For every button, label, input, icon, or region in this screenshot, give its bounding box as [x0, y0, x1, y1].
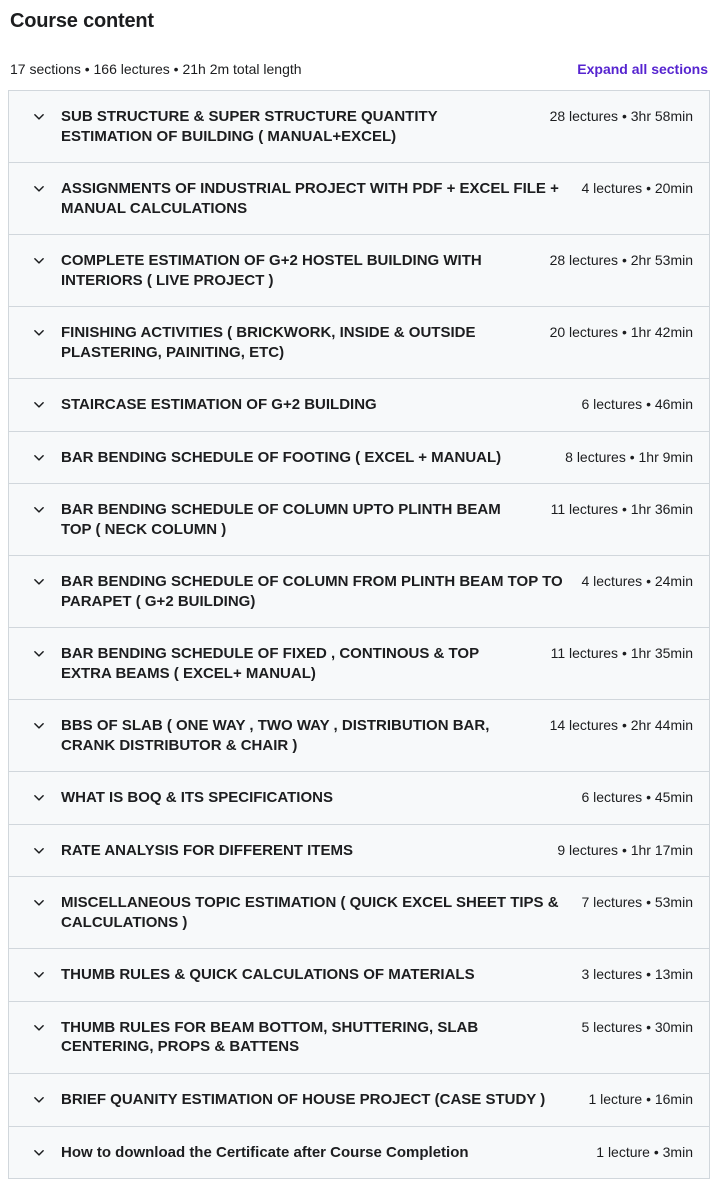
section-title: RATE ANALYSIS FOR DIFFERENT ITEMS [61, 841, 353, 859]
section-lecture-count: 4 lectures • 24min [581, 573, 693, 590]
chevron-down-icon [33, 327, 45, 339]
section-row[interactable] [9, 307, 709, 379]
section-lecture-count: 28 lectures • 3hr 58min [549, 108, 693, 124]
section-row[interactable] [9, 700, 709, 772]
page-title: Course content [10, 10, 154, 32]
section-title: SUB STRUCTURE & SUPER STRUCTURE QUANTITY ESTIMATION OF BUILDING ( MANUAL+EXCEL) [61, 108, 438, 145]
chevron-down-icon [33, 792, 45, 804]
section-lecture-count: 20 lectures • 1hr 42min [549, 324, 693, 340]
chevron-down-icon [33, 183, 45, 195]
chevron-down-icon [33, 255, 45, 267]
section-row[interactable] [9, 1127, 709, 1179]
chevron-down-icon [33, 576, 45, 588]
section-title: WHAT IS BOQ & ITS SPECIFICATIONS [61, 789, 333, 807]
section-title: BAR BENDING SCHEDULE OF FOOTING ( EXCEL + MANUAL) [61, 448, 502, 466]
chevron-down-icon [33, 897, 45, 909]
section-title: How to download the Certificate after Course Completion [61, 1143, 469, 1161]
section-row[interactable] [9, 556, 709, 628]
section-lecture-count: 7 lectures • 53min [581, 894, 693, 911]
section-row[interactable] [9, 91, 709, 163]
course-sections-accordion [8, 90, 710, 1179]
section-title: BBS OF SLAB ( ONE WAY , TWO WAY , DISTRIBUTION BAR, CRANK DISTRIBUTOR & CHAIR ) [61, 717, 490, 754]
section-title: ASSIGNMENTS OF INDUSTRIAL PROJECT WITH PDF + EXCEL FILE + MANUAL CALCULATIONS [61, 180, 559, 217]
chevron-down-icon [33, 111, 45, 123]
chevron-down-icon [33, 452, 45, 464]
section-lecture-count: 14 lectures • 2hr 44min [549, 717, 693, 734]
section-row[interactable] [9, 877, 709, 949]
section-title: THUMB RULES FOR BEAM BOTTOM, SHUTTERING, SLAB CENTERING, PROPS & BATTENS [61, 1018, 479, 1056]
section-row[interactable] [9, 825, 709, 878]
section-lecture-count: 11 lectures • 1hr 35min [550, 645, 693, 662]
section-row[interactable] [9, 163, 709, 235]
section-lecture-count: 3 lectures • 13min [581, 966, 693, 983]
section-title: FINISHING ACTIVITIES ( BRICKWORK, INSIDE & OUTSIDE PLASTERING, PAINITING, ETC) [61, 324, 476, 361]
section-row[interactable] [9, 484, 709, 556]
section-lecture-count: 1 lecture • 3min [596, 1143, 693, 1160]
section-lecture-count: 6 lectures • 45min [581, 789, 693, 806]
chevron-down-icon [33, 969, 45, 981]
chevron-down-icon [33, 1147, 45, 1159]
section-row[interactable] [9, 379, 709, 432]
section-row[interactable] [9, 235, 709, 307]
chevron-down-icon [33, 1022, 45, 1034]
section-lecture-count: 1 lecture • 16min [588, 1090, 693, 1107]
section-lecture-count: 9 lectures • 1hr 17min [557, 841, 693, 858]
chevron-down-icon [33, 648, 45, 660]
section-title: STAIRCASE ESTIMATION OF G+2 BUILDING [61, 396, 377, 413]
section-row[interactable] [9, 1002, 709, 1074]
section-title: BAR BENDING SCHEDULE OF COLUMN UPTO PLINTH BEAM TOP ( NECK COLUMN ) [61, 501, 501, 538]
expand-all-sections-button[interactable]: Expand all sections [577, 61, 708, 77]
section-lecture-count: 8 lectures • 1hr 9min [565, 448, 693, 465]
section-row[interactable] [9, 432, 709, 485]
section-title: THUMB RULES & QUICK CALCULATIONS OF MATERIALS [61, 966, 475, 984]
section-lecture-count: 6 lectures • 46min [581, 396, 693, 412]
chevron-down-icon [33, 720, 45, 732]
section-row[interactable] [9, 772, 709, 825]
chevron-down-icon [33, 845, 45, 857]
section-title: BAR BENDING SCHEDULE OF FIXED , CONTINOUS & TOP EXTRA BEAMS ( EXCEL+ MANUAL) [61, 645, 479, 682]
section-row[interactable] [9, 628, 709, 700]
course-summary: 17 sections • 166 lectures • 21h 2m total length [10, 61, 302, 77]
course-summary-row [10, 61, 708, 77]
section-lecture-count: 11 lectures • 1hr 36min [550, 501, 693, 518]
section-lecture-count: 5 lectures • 30min [581, 1018, 693, 1035]
section-title: COMPLETE ESTIMATION OF G+2 HOSTEL BUILDING WITH INTERIORS ( LIVE PROJECT ) [61, 252, 482, 289]
chevron-down-icon [33, 504, 45, 516]
section-row[interactable] [9, 1074, 709, 1127]
chevron-down-icon [33, 399, 45, 411]
section-lecture-count: 28 lectures • 2hr 53min [549, 252, 693, 268]
section-row[interactable] [9, 949, 709, 1002]
section-title: BRIEF QUANITY ESTIMATION OF HOUSE PROJECT (CASE STUDY ) [61, 1090, 546, 1108]
section-title: MISCELLANEOUS TOPIC ESTIMATION ( QUICK EXCEL SHEET TIPS & CALCULATIONS ) [61, 894, 559, 931]
section-lecture-count: 4 lectures • 20min [581, 180, 693, 196]
section-title: BAR BENDING SCHEDULE OF COLUMN FROM PLINTH BEAM TOP TO PARAPET ( G+2 BUILDING) [61, 573, 563, 610]
chevron-down-icon [33, 1094, 45, 1106]
